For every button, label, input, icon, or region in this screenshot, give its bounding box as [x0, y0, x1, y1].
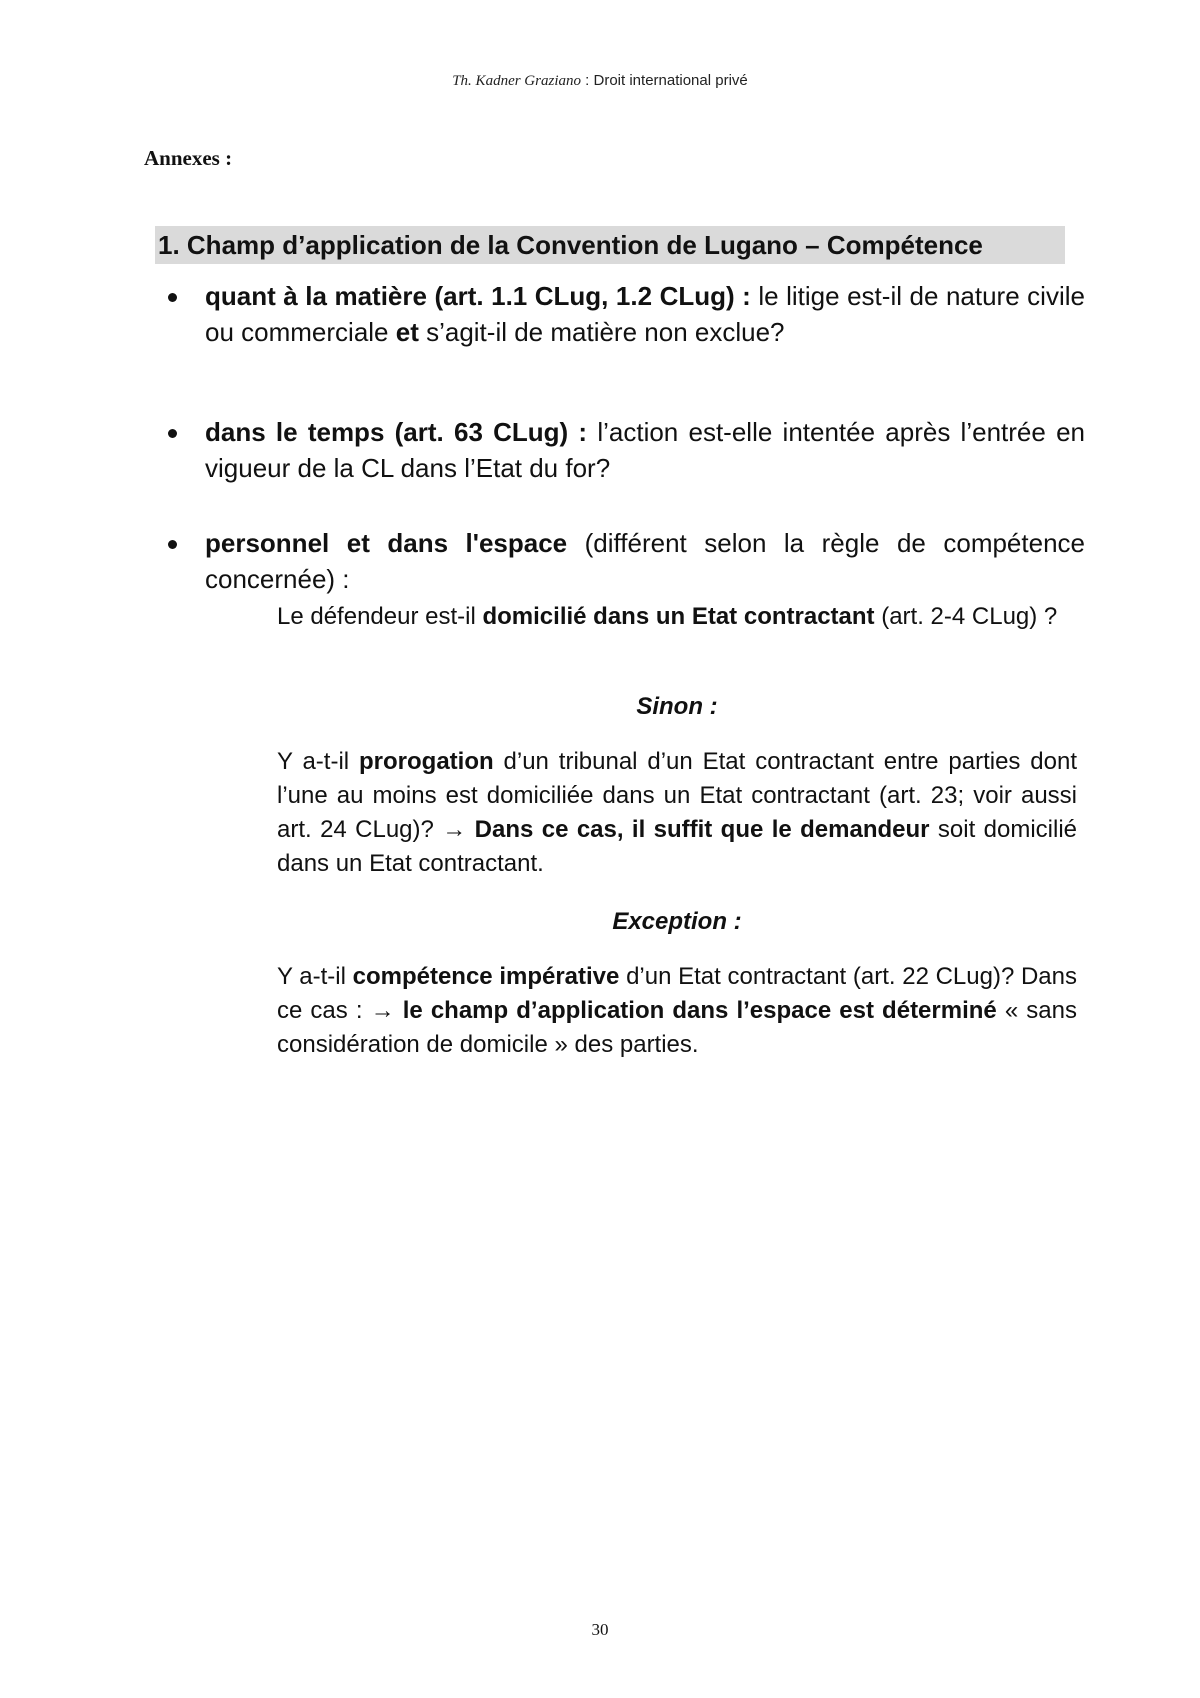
- label-exception: Exception :: [612, 908, 742, 935]
- paragraph-imperative: [277, 960, 1077, 1062]
- text: d’un tribunal d’un Etat contractant entre parties dont l’une au moins est domiciliée dans un Etat contractant (art. 23; voir aussi art. 24 CLug)? →: [277, 748, 1078, 843]
- paragraph-prorogation: [277, 745, 1077, 881]
- bullet-body-2: s’agit-il de matière non exclue?: [418, 317, 785, 347]
- text: soit domicilié dans un Etat contractant.: [277, 816, 1078, 877]
- bullet-body: le litige est-il de nature civile ou commerciale: [205, 281, 1085, 347]
- bullet-bold: dans le temps (art. 63 CLug) :: [205, 417, 588, 447]
- bullet-body: l’action est-elle intentée après l’entrée en vigueur de la CL dans l’Etat du for?: [205, 417, 1085, 483]
- header-separator: :: [581, 72, 594, 89]
- bold-text: prorogation: [359, 748, 494, 775]
- text: Y a-t-il: [277, 748, 359, 775]
- bullet-text: [205, 525, 1085, 597]
- bullet-icon: [168, 429, 177, 438]
- header-course: Droit international privé: [593, 72, 748, 89]
- bullet-text: [205, 278, 1085, 350]
- bold-text: Dans ce cas, il suffit que le demandeur: [474, 816, 930, 843]
- bold-text: compétence impérative: [352, 963, 620, 990]
- bullet-text: [205, 414, 1085, 486]
- label-sinon: Sinon :: [636, 693, 718, 720]
- paragraph-defendeur: [277, 600, 1077, 634]
- bullet-bold: personnel et dans l'espace: [205, 528, 568, 558]
- running-header: [0, 72, 1200, 90]
- header-author: Th. Kadner Graziano: [452, 73, 581, 89]
- bullet-body: (différent selon la règle de compétence concernée) :: [205, 528, 1085, 594]
- bullet-bold-2: et: [395, 317, 419, 347]
- annexes-heading: Annexes :: [144, 146, 233, 170]
- text: « sans considération de domicile » des parties.: [277, 997, 1077, 1058]
- text: (art. 2-4 CLug) ?: [874, 603, 1058, 630]
- bold-text: domicilié dans un Etat contractant: [482, 603, 875, 630]
- bullet-icon: [168, 293, 177, 302]
- section-title: 1. Champ d’application de la Convention de Lugano – Compétence: [155, 226, 1065, 264]
- page-number: 30: [591, 1620, 609, 1639]
- text: d’un Etat contractant (art. 22 CLug)? Dans ce cas : →: [277, 963, 1078, 1024]
- text: Y a-t-il: [277, 963, 353, 990]
- text: Le défendeur est-il: [277, 603, 483, 630]
- bullet-icon: [168, 540, 177, 549]
- bullet-bold: quant à la matière (art. 1.1 CLug, 1.2 CLug) :: [205, 281, 751, 311]
- bold-text: le champ d’application dans l’espace est déterminé: [402, 997, 997, 1024]
